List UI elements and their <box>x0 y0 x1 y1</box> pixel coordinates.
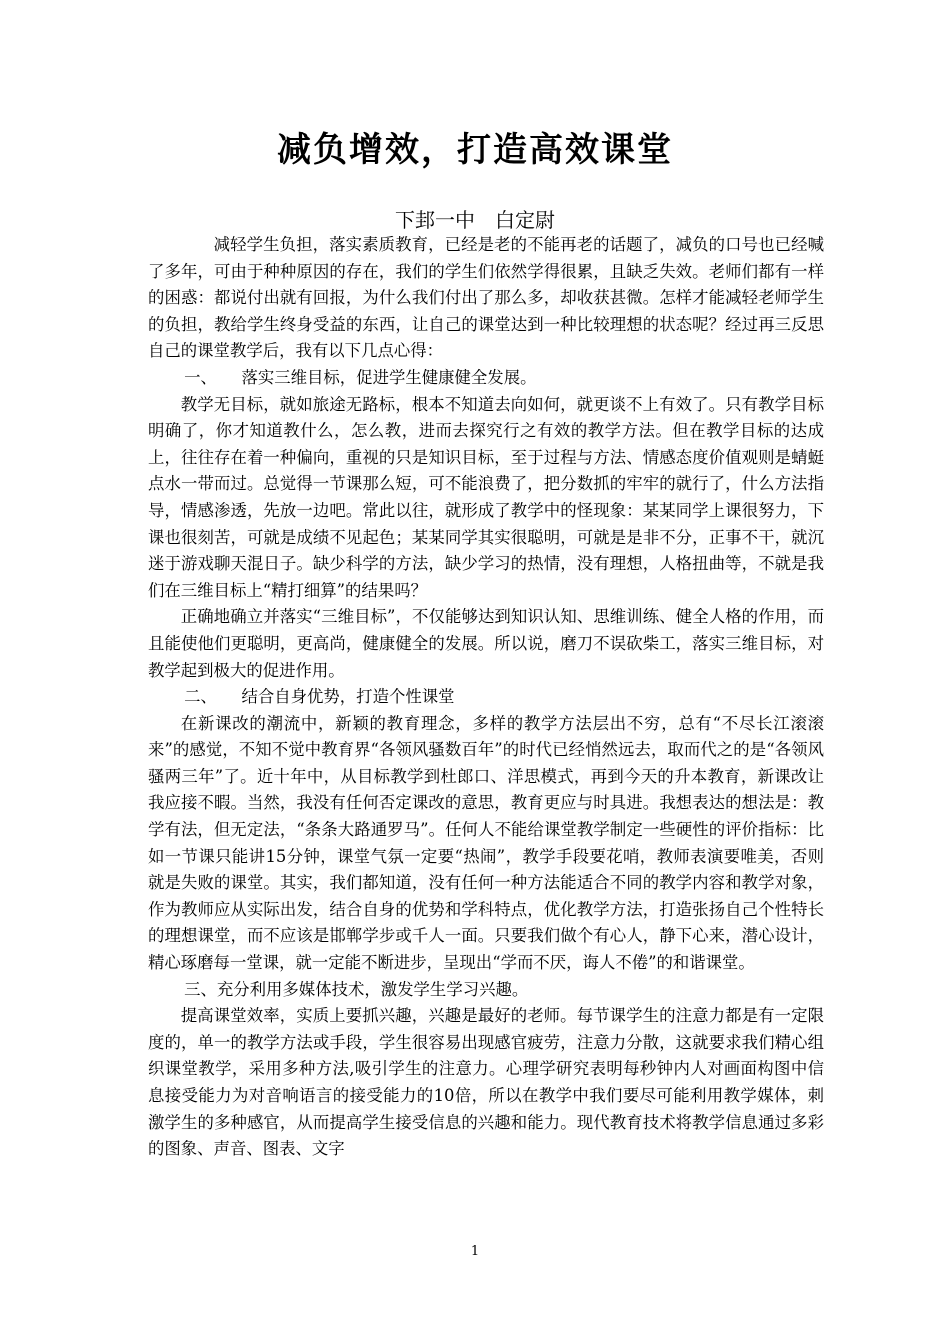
section-heading: 一、 落实三维目标，促进学生健康健全发展。 <box>184 367 537 387</box>
section-heading: 二、 结合自身优势，打造个性课堂 <box>184 687 455 707</box>
body-paragraph: 在新课改的潮流中，新颖的教育理念，多样的教学方法层出不穷，总有“不尽长江滚滚来”的感觉，不知不觉中教育界“各领风骚数百年”的时代已经悄然远去，取而代之的是“各领风骚两三年”了。近十年中，从目标教学到杜郎口、洋思模式，再到今天的升本教育，新课改让我应接不暇。当然，我没有任何否定课改的意思，教育更应与时具进。我想表达的想法是：教学有法，但无定法，“条条大路通罗马”。任何人不能给课堂教学制定一些硬性的评价指标：比如一节课只能讲15分钟，课堂气氛一定要“热闹”，教学手段要花哨，教师表演要唯美，否则就是失败的课堂。其实，我们都知道，没有任何一种方法能适合不同的教学内容和教学对象，作为教师应从实际出发，结合自身的优势和学科特点，优化教学方法，打造张扬自己个性特长的理想课堂，而不应该是邯郸学步或千人一面。只要我们做个有心人，静下心来，潜心设计，精心琢磨每一堂课，就一定能不断进步，呈现出“学而不厌，诲人不倦”的和谐课堂。 <box>148 713 824 973</box>
section-heading: 三、充分利用多媒体技术，激发学生学习兴趣。 <box>184 979 529 999</box>
body-paragraph: 教学无目标，就如旅途无路标，根本不知道去向如何，就更谈不上有效了。只有教学目标明确了，你才知道教什么，怎么教，进而去探究行之有效的教学方法。但在教学目标的达成上，往往存在着一种偏向，重视的只是知识目标，至于过程与方法、情感态度价值观则是蜻蜓点水一带而过。总觉得一节课那么短，可不能浪费了，把分数抓的牢牢的就行了，什么方法指导，情感渗透，先放一边吧。常此以往，就形成了教学中的怪现象：某某同学上课很努力，下课也很刻苦，可就是成绩不见起色；某某同学其实很聪明，可就是是非不分，正事不干，就沉迷于游戏聊天混日子。缺少科学的方法，缺少学习的热情，没有理想，人格扭曲等，不就是我们在三维目标上“精打细算”的结果吗？ <box>148 394 824 600</box>
document-body <box>148 232 824 1163</box>
author-line: 下邽一中 白定尉 <box>395 208 555 232</box>
document-title: 减负增效，打造高效课堂 <box>277 130 673 170</box>
body-paragraph: 减轻学生负担，落实素质教育，已经是老的不能再老的话题了，减负的口号也已经喊了多年，可由于种种原因的存在，我们的学生们依然学得很累，且缺乏失效。老师们都有一样的困惑：都说付出就有回报，为什么我们付出了那么多，却收获甚微。怎样才能减轻老师学生的负担，教给学生终身受益的东西，让自己的课堂达到一种比较理想的状态呢？经过再三反思自己的课堂教学后，我有以下几点心得： <box>148 235 824 361</box>
body-paragraph: 正确地确立并落实“三维目标”，不仅能够达到知识认知、思维训练、健全人格的作用，而且能使他们更聪明，更高尚，健康健全的发展。所以说，磨刀不误砍柴工，落实三维目标，对教学起到极大的促进作用。 <box>148 607 824 680</box>
page-number: 1 <box>470 1244 480 1259</box>
body-paragraph: 提高课堂效率，实质上要抓兴趣，兴趣是最好的老师。每节课学生的注意力都是有一定限度的，单一的教学方法或手段，学生很容易出现感官疲劳，注意力分散，这就要求我们精心组织课堂教学，采用多种方法,吸引学生的注意力。心理学研究表明每秒钟内人对画面构图中信息接受能力为对音响语言的接受能力的10倍，所以在教学中我们要尽可能利用教学媒体，刺激学生的多种感官，从而提高学生接受信息的兴趣和能力。现代教育技术将教学信息通过多彩的图象、声音、图表、文字 <box>148 1006 824 1159</box>
